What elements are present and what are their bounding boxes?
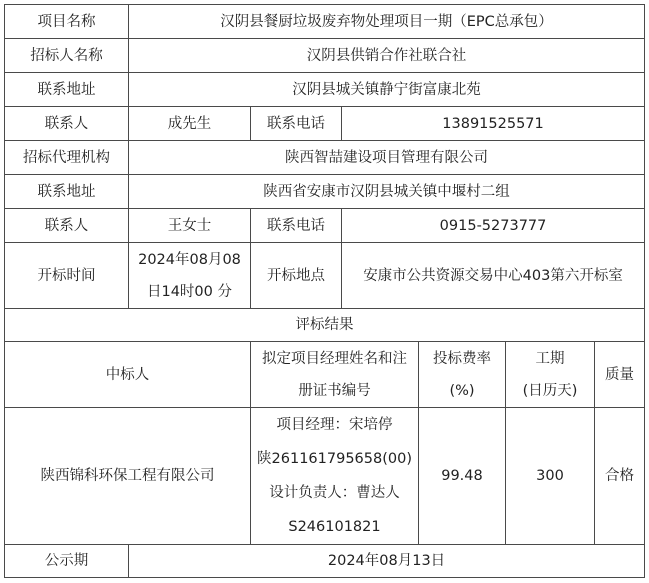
result-section-title: 评标结果 bbox=[5, 309, 645, 342]
row-result-title bbox=[5, 309, 645, 342]
header-rate-line2: (%) bbox=[449, 382, 475, 399]
row-project-name bbox=[5, 5, 645, 39]
header-rate bbox=[419, 342, 506, 408]
publicity-label: 公示期 bbox=[5, 545, 129, 578]
row-tenderer bbox=[5, 39, 645, 73]
project-name-label: 项目名称 bbox=[5, 5, 129, 39]
header-manager-line1: 拟定项目经理姓名和注 bbox=[262, 350, 407, 367]
agency-address-label: 联系地址 bbox=[5, 175, 129, 209]
row-agency-address bbox=[5, 175, 645, 209]
agency-label: 招标代理机构 bbox=[5, 141, 129, 175]
header-manager bbox=[251, 342, 419, 408]
result-winner: 陕西锦科环保工程有限公司 bbox=[5, 408, 251, 545]
header-rate-line1: 投标费率 bbox=[433, 350, 491, 367]
result-manager-line2: 陕261161795658(00) bbox=[257, 451, 412, 467]
agency-contact-name: 王女士 bbox=[129, 209, 251, 243]
agency-contact-label: 联系人 bbox=[5, 209, 129, 243]
result-manager-line1: 项目经理：宋培停 bbox=[276, 417, 393, 433]
row-opening bbox=[5, 243, 645, 309]
row-result-data bbox=[5, 408, 645, 545]
tenderer-contact-name: 成先生 bbox=[129, 107, 251, 141]
opening-place-label: 开标地点 bbox=[251, 243, 342, 309]
row-tenderer-address bbox=[5, 73, 645, 107]
row-result-headers bbox=[5, 342, 645, 408]
agency-phone-label: 联系电话 bbox=[251, 209, 342, 243]
publicity-value: 2024年08月13日 bbox=[129, 545, 645, 578]
row-agency bbox=[5, 141, 645, 175]
result-quality: 合格 bbox=[595, 408, 645, 545]
agency-address-value: 陕西省安康市汉阴县城关镇中堰村二组 bbox=[129, 175, 645, 209]
bid-result-table bbox=[4, 4, 645, 578]
tenderer-phone-label: 联系电话 bbox=[251, 107, 342, 141]
tenderer-address-label: 联系地址 bbox=[5, 73, 129, 107]
tenderer-value: 汉阴县供销合作社联合社 bbox=[129, 39, 645, 73]
result-period: 300 bbox=[506, 408, 595, 545]
tenderer-label: 招标人名称 bbox=[5, 39, 129, 73]
tenderer-contact-label: 联系人 bbox=[5, 107, 129, 141]
agency-phone-value: 0915-5273777 bbox=[342, 209, 645, 243]
result-manager-line4: S246101821 bbox=[288, 519, 381, 535]
opening-time-line2: 日14时00 分 bbox=[146, 283, 232, 300]
opening-time-value bbox=[129, 243, 251, 309]
opening-time-label: 开标时间 bbox=[5, 243, 129, 309]
row-agency-contact bbox=[5, 209, 645, 243]
result-manager-line3: 设计负责人：曹达人 bbox=[269, 485, 400, 501]
header-quality: 质量 bbox=[595, 342, 645, 408]
tenderer-address-value: 汉阴县城关镇静宁街富康北苑 bbox=[129, 73, 645, 107]
opening-place-value: 安康市公共资源交易中心403第六开标室 bbox=[342, 243, 645, 309]
row-tenderer-contact bbox=[5, 107, 645, 141]
agency-value: 陕西智喆建设项目管理有限公司 bbox=[129, 141, 645, 175]
header-manager-line2: 册证书编号 bbox=[298, 382, 371, 399]
header-winner: 中标人 bbox=[5, 342, 251, 408]
tenderer-phone-value: 13891525571 bbox=[342, 107, 645, 141]
header-period bbox=[506, 342, 595, 408]
header-period-line1: 工期 bbox=[535, 350, 565, 367]
result-rate: 99.48 bbox=[419, 408, 506, 545]
row-publicity bbox=[5, 545, 645, 578]
header-period-line2: (日历天) bbox=[522, 382, 578, 399]
opening-time-line1: 2024年08月08 bbox=[138, 251, 241, 268]
project-name-value: 汉阴县餐厨垃圾废弃物处理项目一期（EPC总承包） bbox=[129, 5, 645, 39]
result-manager bbox=[251, 408, 419, 545]
